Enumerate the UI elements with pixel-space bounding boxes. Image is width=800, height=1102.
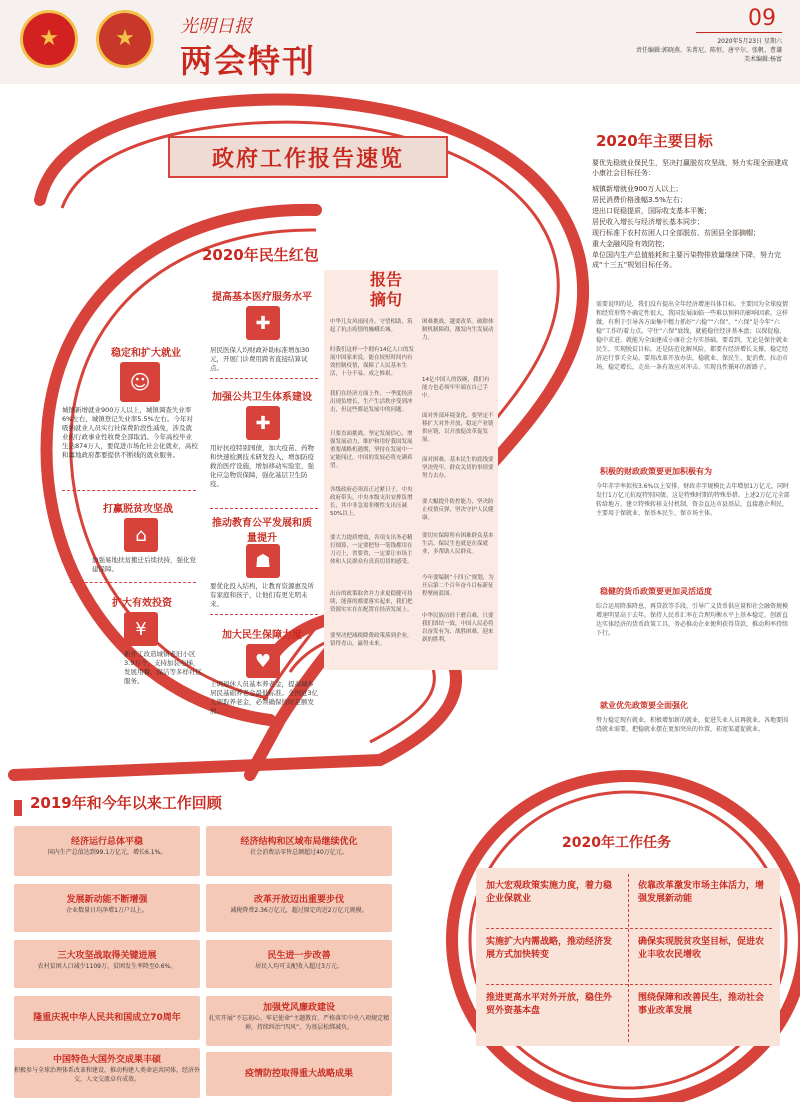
goals-item: 现行标准下农村贫困人口全部脱贫、贫困县全部摘帽； bbox=[592, 229, 760, 237]
section-title-investment: 扩大有效投资 bbox=[112, 598, 172, 609]
graduate-icon: ☗ bbox=[246, 544, 280, 578]
section-text-employment: 城镇新增就业900万人以上，城镇调查失业率6%左右，城镇登记失业率5.5%左右。今年对吸纳就业人员实行社保费阶段性减免，涉及就业的行政事业性收费全部取消。今年高校毕业生达874万人，要促进市场化社会化就业，高校和属地政府都要提供不断线的就业服务。 bbox=[62, 406, 198, 459]
review-item bbox=[206, 1052, 392, 1096]
abstract-item: 要切实保障所有困难群众基本生活，保民生也就是在保就业，多帮助人民群众。 bbox=[422, 533, 494, 555]
house-icon: ⌂ bbox=[124, 518, 158, 552]
review-item bbox=[14, 996, 200, 1040]
goals-item: 单位国内生产总值能耗和主要污染物排放量继续下降，努力完成“十三五”规划目标任务。 bbox=[592, 251, 781, 269]
review-marker bbox=[14, 800, 22, 816]
page-number: 09 bbox=[748, 6, 776, 31]
abstract-item: 今年要编制“十四五”规划，为开启第二个百年奋斗目标新征程擘画蓝图。 bbox=[422, 575, 494, 597]
review-item bbox=[206, 884, 392, 932]
goals-item: 重大金融风险有效防控； bbox=[592, 240, 669, 248]
abstract-item: 只要直面挑战，坚定发展信心，增强发展动力，维护和用好我国发展重要战略机遇期，坚持在发展中一定能闯过，中国的发展必将充满希望。 bbox=[330, 431, 413, 469]
task-item: 实施扩大内需战略，推动经济发展方式加快转变 bbox=[486, 937, 613, 960]
worker-icon: ☺ bbox=[120, 362, 160, 402]
review-item-title: 加强党风廉政建设 bbox=[262, 1003, 335, 1013]
divider bbox=[486, 984, 772, 985]
review-item-sub: 扎实开展“不忘初心、牢记使命”主题教育，严格落实中央八项规定精神，持续纠治“四风”，为基层松绑减负。 bbox=[208, 1015, 390, 1031]
review-item-title: 隆重庆祝中华人民共和国成立70周年 bbox=[33, 1013, 181, 1023]
goals-item: 居民消费价格涨幅3.5%左右； bbox=[592, 196, 687, 204]
monetary-title: 稳健的货币政策要更加灵活适度 bbox=[600, 587, 712, 596]
task-item: 加大宏观政策实施力度，着力稳企业保就业 bbox=[486, 881, 613, 904]
goals-item: 居民收入增长与经济增长基本同步； bbox=[592, 218, 704, 226]
medical-kit-icon: ✚ bbox=[246, 406, 280, 440]
section-title-public-health: 加强公共卫生体系建设 bbox=[212, 392, 312, 403]
section-title-welfare: 加大民生保障力度 bbox=[222, 630, 302, 641]
review-item-title: 改革开放迈出重要步伐 bbox=[253, 895, 344, 905]
tasks-title: 2020年工作任务 bbox=[562, 835, 671, 851]
section-text-education: 要优化投入结构，让教育资源惠及所有家庭和孩子，让他们有更光明未来。 bbox=[210, 582, 314, 608]
review-item bbox=[206, 940, 392, 988]
review-item-sub: 农村贫困人口减少1109万，贫困发生率降至0.6%。 bbox=[37, 963, 177, 970]
abstract-item: 各级政府必须真正过紧日子，中央政府带头，中央本级支出安排负增长，其中非急需非刚性支出压减50%以上。 bbox=[330, 487, 413, 517]
fiscal-title: 积极的财政政策要更加积极有为 bbox=[600, 467, 712, 476]
review-item-sub: 居民人均可支配收入超过3万元。 bbox=[255, 963, 343, 970]
abstract-item: 要大力提质增效，各项支出务必精打细算，一定要把每一笔钱都用在刀刃上，省要省，一定要让市场主体和人民群众有真真切切的感受。 bbox=[330, 535, 413, 565]
review-item bbox=[14, 1048, 200, 1098]
abstract-item: 面对困难，基本民生的底线要坚决兜牢，群众关切的事情要努力去办。 bbox=[422, 457, 494, 479]
review-item-sub: 企业数量日均净增1万户以上。 bbox=[66, 907, 148, 914]
task-item: 围绕保障和改善民生，推动社会事业改革发展 bbox=[638, 993, 765, 1016]
review-item-title: 经济结构和区域布局继续优化 bbox=[240, 837, 358, 847]
special-title: 两会特刊 bbox=[180, 42, 317, 80]
abstract-item: 中华民族历经千磨百难，只要我们团结一致，中国人民必将以奋发有为、战胜困难，迎来新的胜利。 bbox=[422, 613, 494, 643]
review-item-title: 发展新动能不断增强 bbox=[66, 895, 148, 905]
review-item-sub: 社会消费品零售总额超过40万亿元。 bbox=[250, 849, 348, 856]
review-item-sub: 国内生产总值达到99.1万亿元，增长6.1%。 bbox=[47, 849, 167, 856]
review-item bbox=[206, 826, 392, 876]
goals-lead: 要优先稳就业保民生，坚决打赢脱贫攻坚战，努力实现全面建成小康社会目标任务： bbox=[592, 159, 788, 177]
review-item-title: 三大攻坚战取得关键进展 bbox=[57, 951, 157, 961]
review-item-title: 疫情防控取得重大战略成果 bbox=[244, 1069, 353, 1079]
goals-item: 城镇新增就业900万人以上； bbox=[592, 185, 683, 193]
right-intro: 需要说明的是，我们没有提出全年经济增速具体目标。主要因为全球疫情和经贸形势不确定性很大，我国发展面临一些难以预料的影响因素。这样做，有利于引导各方面集中精力抓好“六稳”“六保”。“六保”是今年“六稳”工作的着力点。守住“六保”底线，就能稳住经济基本盘；以保促稳、稳中求进，就能为全面建成小康社会夯实基础。要看到，无论是保住就业民生，实现脱贫目标，还是防范化解风险，都要有经济增长支撑，稳定经济运行事关全局。要用改革开放办法，稳就业、保民生、促消费，拉动市场，稳定增长，走出一条有效应对冲击、实现良性循环的新路子。 bbox=[596, 301, 789, 371]
divider bbox=[210, 508, 318, 509]
report-banner bbox=[168, 136, 448, 178]
review-item bbox=[14, 884, 200, 932]
employment-text: 努力稳定现有就业，积极增加新的就业，促进失业人员再就业。各地要围绕就业需要，把稳就业摆在更加突出的位置，拓宽渠道促就业。 bbox=[596, 717, 789, 733]
abstract-item: 出台的政策取舍并力求更稳健可持续，能落的都要落实起来，我们把资源实实在在配置在经济发展上。 bbox=[330, 591, 413, 613]
section-title-medical: 提高基本医疗服务水平 bbox=[212, 292, 312, 303]
abstract-item: 要坚决把减税降费政策落到企业，留得青山，赢得未来。 bbox=[330, 633, 413, 647]
minsheng-title: 2020年民生红包 bbox=[202, 246, 319, 264]
abstract-item: 中华儿女风雨同舟、守望相助，筑起了抗击疫情的巍峨长城。 bbox=[330, 319, 413, 333]
abstract-item: 14亿中国人的饭碗，我们有能力也必须牢牢端在自己手中。 bbox=[422, 377, 490, 399]
date-line: 2020年5月23日 星期六 bbox=[717, 38, 782, 45]
task-item: 确保实现脱贫攻坚目标，促进农业丰收农民增收 bbox=[638, 937, 765, 960]
abstract-item: 要大幅提升防控能力，坚决防止疫情反弹，坚决守护人民健康。 bbox=[422, 499, 494, 521]
abstract-item: 面对外部环境变化，要坚定不移扩大对外开放，稳定产业链供应链，以开放促改革促发展。 bbox=[422, 413, 494, 443]
tasks-divider bbox=[628, 874, 629, 1042]
section-text-public-health: 用好抗疫特别国债，加大疫苗、药物和快速检测技术研发投入，增加防疫救治医疗设施，增加移动实验室，强化应急物资保障，强化基层卫生防疫。 bbox=[210, 444, 314, 488]
goals-item: 进出口促稳提质，国际收支基本平衡； bbox=[592, 207, 711, 215]
review-item-title: 民生进一步改善 bbox=[267, 951, 331, 961]
stethoscope-icon: ✚ bbox=[246, 306, 280, 340]
employment-title: 就业优先政策要全面强化 bbox=[600, 701, 688, 710]
task-item: 依靠改革激发市场主体活力，增强发展新动能 bbox=[638, 881, 765, 904]
section-text-welfare: 上调退休人员基本养老金，提高城乡居民基础养老金最低标准。全国近3亿人领取养老金，必须确保按时足额发放。 bbox=[210, 680, 319, 715]
divider bbox=[70, 582, 196, 583]
divider bbox=[210, 614, 318, 615]
banner-title: 政府工作报告速览 bbox=[211, 145, 404, 172]
section-text-investment: 新开工改造城镇老旧小区3.9万个，支持加装电梯，发展用餐、保洁等多样社区服务。 bbox=[124, 650, 202, 685]
review-item-sub: 积极参与全球治理体系改革和建设，推动构建人类命运共同体。经济外交、人文交流卓有成效。 bbox=[14, 1067, 201, 1083]
review-item bbox=[206, 996, 392, 1046]
abstract-item: 困难挑战，越要改革。破除体制机制障碍，激发内生发展动力。 bbox=[422, 319, 494, 341]
hands-icon: ♥ bbox=[246, 644, 280, 678]
review-item bbox=[14, 940, 200, 988]
review-item-title: 中国特色大国外交成果丰硕 bbox=[52, 1055, 161, 1065]
divider bbox=[486, 928, 772, 929]
abstract-item: 时我们这样一个拥有14亿人口的发展中国家来说，能在较短时间内有效控制疫情，保障了人民基本生活，十分不易、成之惟艰。 bbox=[330, 347, 414, 377]
paper-name: 光明日报 bbox=[180, 16, 252, 37]
abstract-item: 我们在经济方面上作，一季度经济出现负增长，生产生活秩序受到冲击，但这些都是发展中的问题。 bbox=[330, 391, 413, 413]
section-text-poverty: 加强易地扶贫搬迁后续扶持，强化党建保障。 bbox=[92, 556, 196, 573]
goals-title: 2020年主要目标 bbox=[596, 132, 713, 150]
divider bbox=[210, 378, 318, 379]
review-item-sub: 减税降费2.36万亿元，超过原定的近2万亿元规模。 bbox=[230, 907, 368, 914]
section-text-medical: 居民医保人均财政补助标准增加30元，开展门诊费用跨省直接结算试点。 bbox=[210, 346, 310, 372]
abstract-title bbox=[356, 270, 416, 310]
editor-line: 责任编辑:郭晓燕、朱菁尼、陈恒、唐平尔、张帆、曹谦 bbox=[635, 47, 782, 54]
section-title-education: 推动教育公平发展和质量提升 bbox=[212, 518, 312, 544]
review-item bbox=[14, 826, 200, 876]
task-item: 推进更高水平对外开放，稳住外贸外资基本盘 bbox=[486, 993, 613, 1016]
divider bbox=[62, 490, 196, 491]
money-icon: ¥ bbox=[124, 612, 158, 646]
abstract-title-line2: 摘句 bbox=[369, 290, 402, 309]
fiscal-text: 今年赤字率拟按3.6%以上安排，财政赤字规模比去年增加1万亿元，同时发行1万亿元抗疫特别国债。这是特殊时期的特殊举措。上述2万亿元全部转给地方，建立特殊转移支付机制，资金直达市县基层，直接惠企利民，主要用于保就业、保基本民生、保市场主体。 bbox=[596, 483, 790, 517]
review-item-title: 经济运行总体平稳 bbox=[70, 837, 143, 847]
monetary-text: 综合运用降准降息、再贷款等手段，引导广义货币供应量和社会融资规模增速明显高于去年。保持人民币汇率在合理均衡水平上基本稳定。创新直达实体经济的货币政策工具，务必推动企业便利获得贷款，推动利率持续下行。 bbox=[596, 603, 789, 637]
designer-line: 美术编辑:杨富 bbox=[743, 56, 782, 63]
section-title-employment: 稳定和扩大就业 bbox=[111, 348, 181, 359]
review-title: 2019年和今年以来工作回顾 bbox=[30, 794, 222, 812]
section-title-poverty: 打赢脱贫攻坚战 bbox=[103, 504, 173, 515]
abstract-title-line1: 报告 bbox=[369, 270, 402, 289]
